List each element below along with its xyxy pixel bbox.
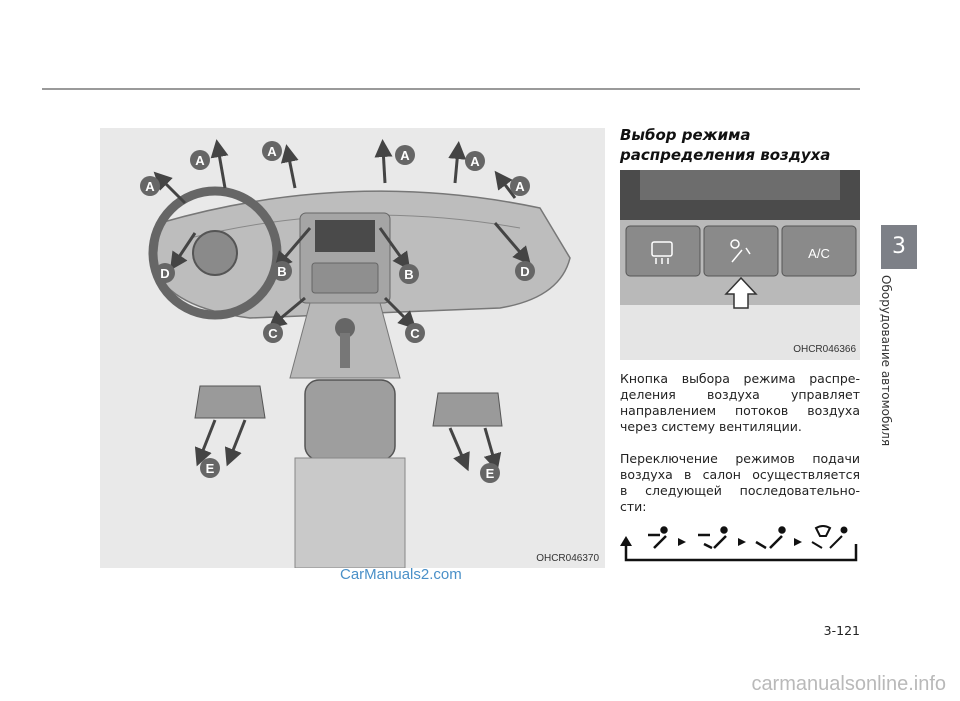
svg-text:B: B (277, 264, 287, 279)
figure-code: OHCR046370 (536, 553, 599, 564)
armrest (305, 380, 395, 460)
text-line: в следующей последовательно- (620, 483, 860, 498)
chapter-title-vertical (880, 275, 920, 455)
footer-brand: carmanualsonline.info (751, 673, 946, 695)
watermark: CarManuals2.com (340, 566, 462, 583)
svg-text:B: B (404, 267, 414, 282)
floor-defrost-mode-icon (812, 526, 847, 548)
text-line: через систему вентиляции. (620, 419, 802, 434)
svg-text:C: C (410, 326, 420, 341)
description-paragraph (620, 371, 860, 435)
dashboard-illustration (100, 128, 605, 568)
bi-level-mode-icon (698, 528, 727, 549)
page-number: 3-121 (823, 623, 860, 638)
control-panel-illustration (620, 170, 860, 360)
sequence-paragraph (620, 451, 860, 515)
svg-text:A: A (400, 148, 410, 163)
text-line: направлением потоков воздуха (620, 403, 860, 418)
section-title (620, 125, 860, 165)
text-line: Кнопка выбора режима распре- (620, 371, 860, 386)
svg-text:E: E (485, 466, 495, 481)
figure-code: OHCR046366 (793, 344, 856, 355)
face-mode-icon (648, 528, 667, 549)
svg-text:A: A (267, 144, 277, 159)
svg-text:E: E (205, 461, 215, 476)
sequence-arrow-icon (678, 538, 686, 546)
mode-sequence-diagram (620, 524, 862, 564)
vent-label-a (140, 141, 530, 196)
svg-text:A: A (195, 153, 205, 168)
svg-text:A: A (470, 154, 480, 169)
sequence-arrow-icon (738, 538, 746, 546)
svg-text:D: D (160, 266, 170, 281)
chapter-number-tab: 3 (881, 225, 917, 269)
svg-text:C: C (268, 326, 278, 341)
section-title-line: Выбор режима (620, 126, 751, 144)
chapter-title: Оборудование автомобиля (879, 275, 893, 447)
text-line: сти: (620, 499, 647, 514)
top-rule (42, 88, 860, 90)
text-line: деления воздуха управляет (620, 387, 860, 402)
svg-text:D: D (520, 264, 530, 279)
rear-defrost-button (626, 226, 700, 276)
section-title-line: распределения воздуха (620, 146, 831, 164)
ac-button-label: A/C (808, 246, 830, 261)
svg-text:A: A (145, 179, 155, 194)
sequence-arrow-icon (794, 538, 802, 546)
floor-mode-icon (756, 528, 785, 549)
dashboard-airflow-figure (100, 128, 605, 568)
svg-text:A: A (515, 179, 525, 194)
text-line: Переключение режимов подачи (620, 451, 860, 466)
text-line: воздуха в салон осуществляется (620, 467, 860, 482)
mode-button-figure (620, 170, 860, 360)
